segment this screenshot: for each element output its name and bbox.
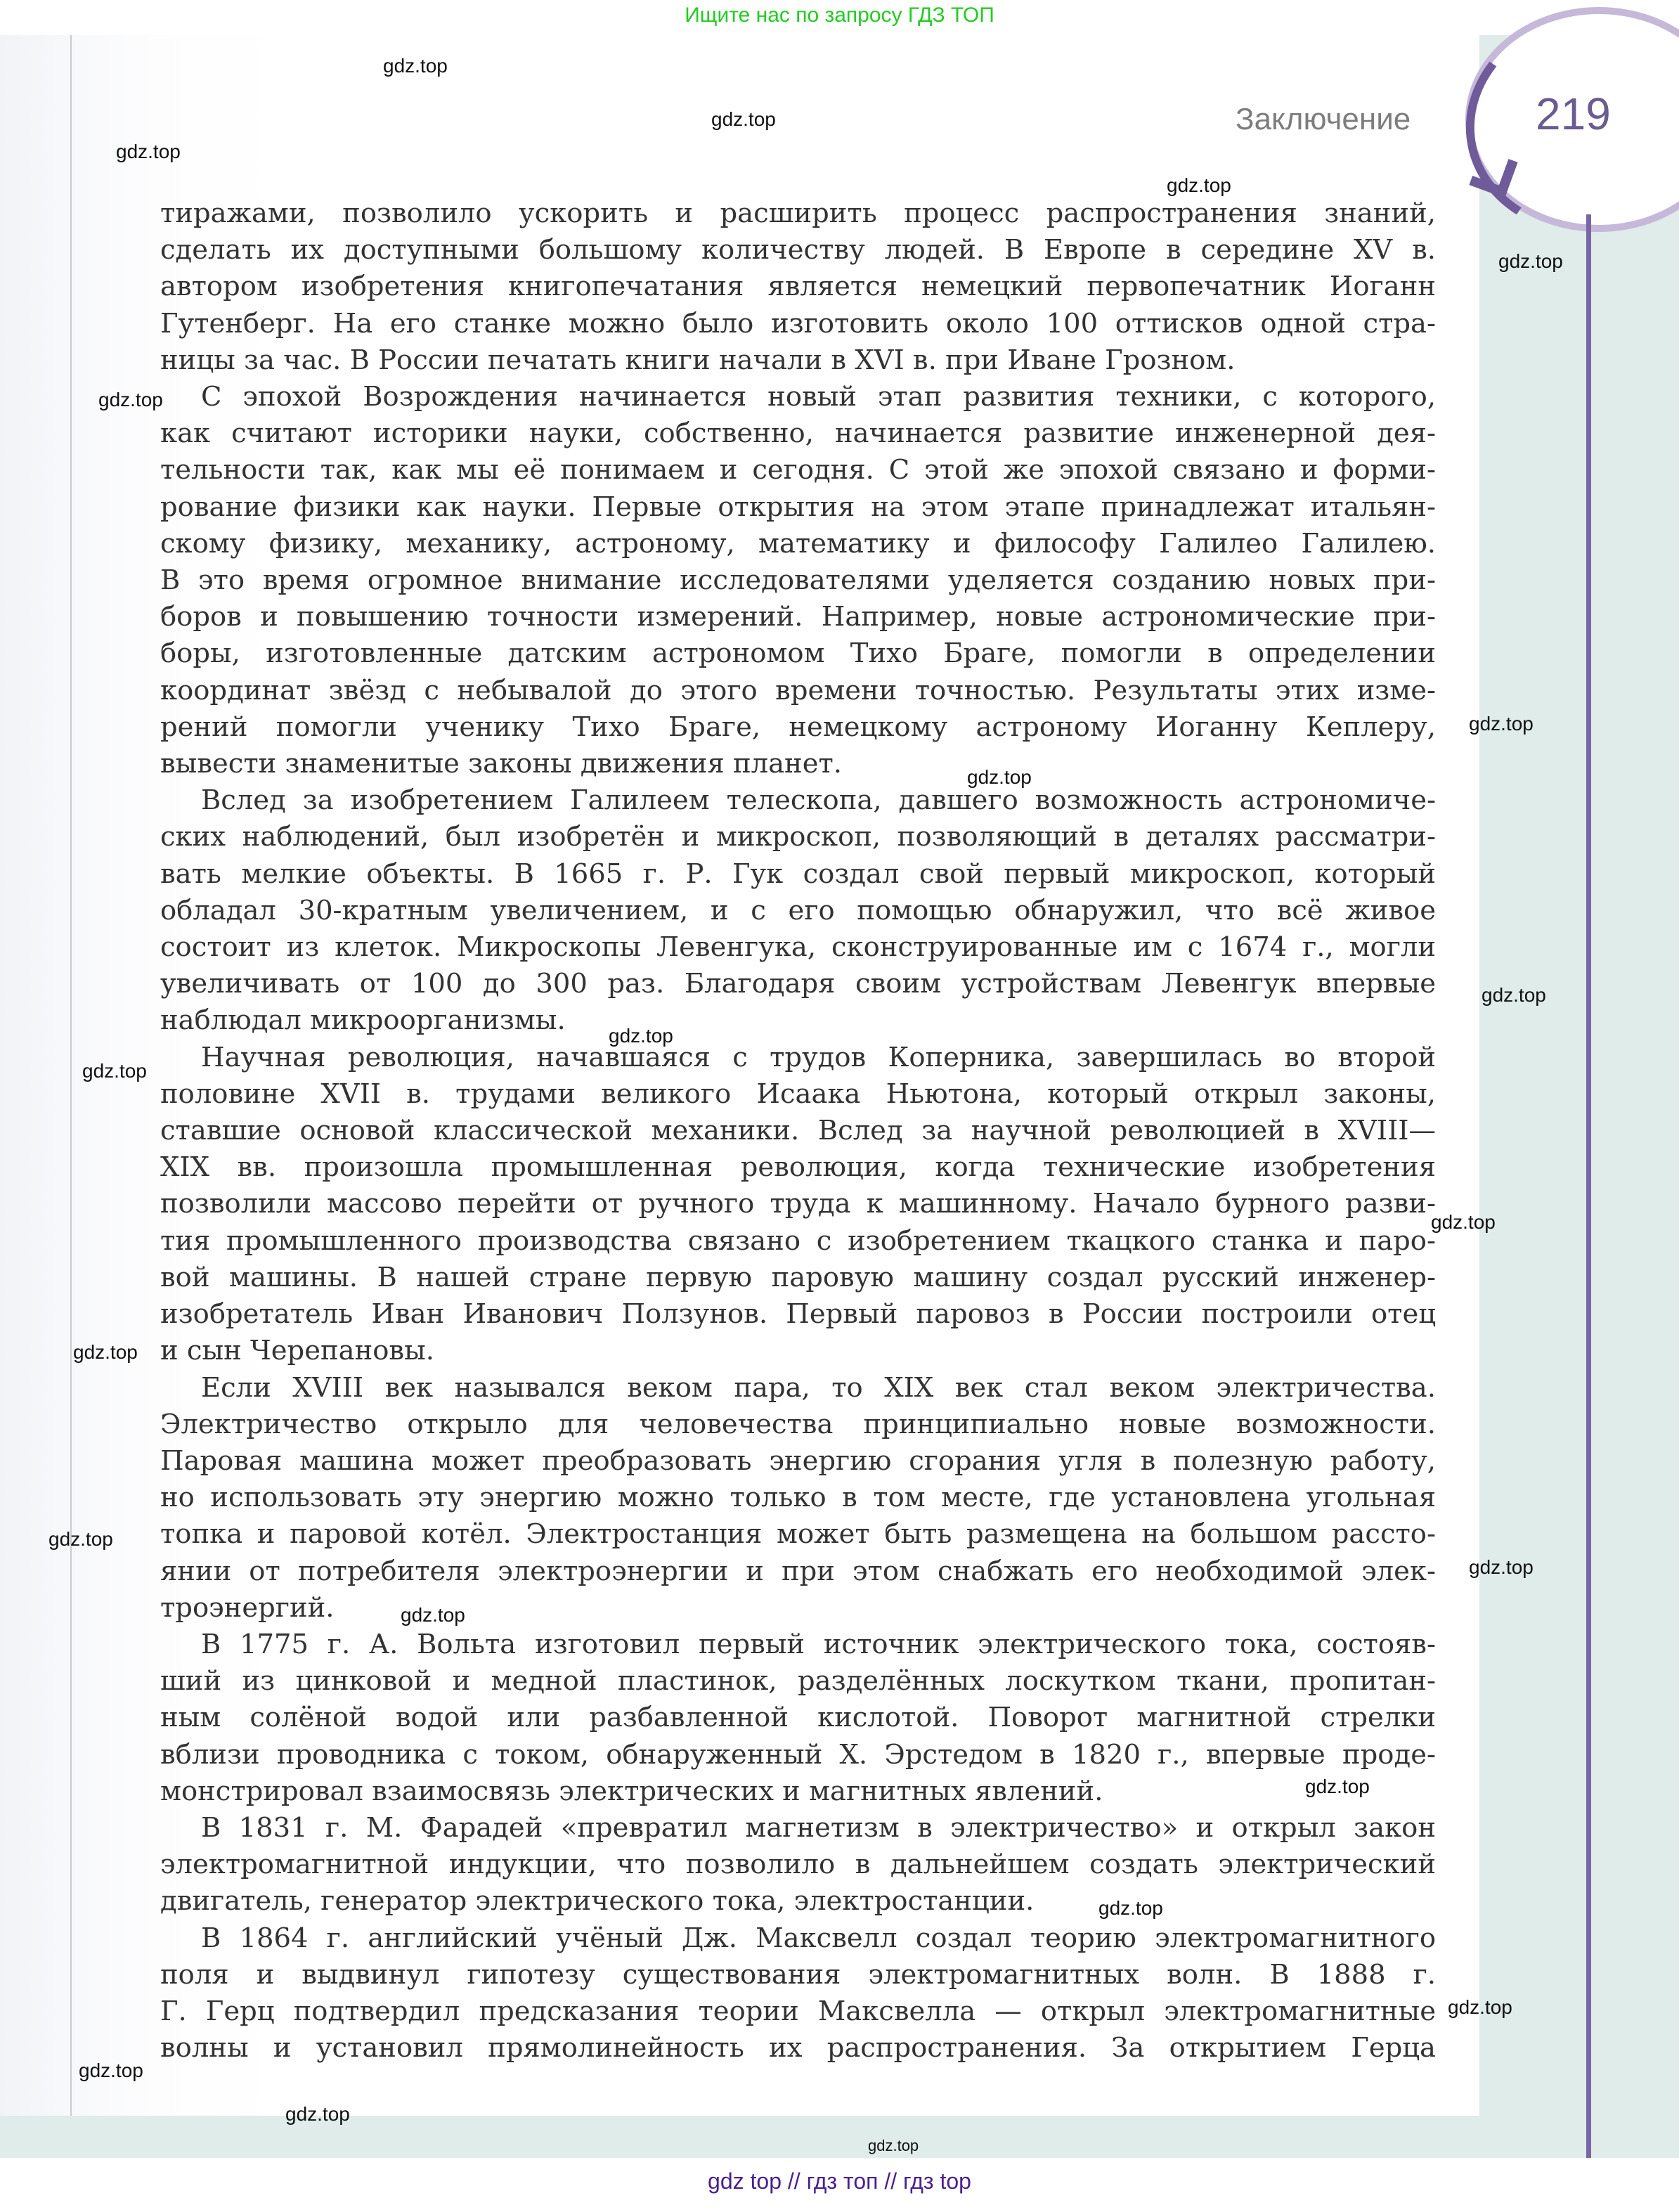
- text-line: половине XVII в. трудами великого Исаака Ньютона, который открыл законы,: [160, 1078, 1436, 1110]
- text-line: обладал 30-кратным увеличением, и с его помощью обнаружил, что всё живое: [160, 894, 1436, 926]
- text-line: В 1775 г. А. Вольта изготовил первый источник электрического тока, состояв-: [201, 1628, 1436, 1660]
- text-line: сделать их доступными большому количеству людей. В Европе в середине XV в.: [160, 234, 1436, 266]
- watermark-label: gdz.top: [48, 1528, 113, 1550]
- watermark-label: gdz.top: [1482, 984, 1546, 1006]
- chapter-title: Заключение: [1236, 102, 1411, 136]
- text-line: ских наблюдений, был изобретён и микроскоп, позволяющий в деталях рассматри-: [160, 821, 1436, 853]
- text-line: Гутенберг. На его станке можно было изготовить около 100 оттисков одной стра-: [160, 307, 1436, 339]
- text-line: позволили массово перейти от ручного труда к машинному. Начало бурного разви-: [160, 1188, 1436, 1220]
- text-line: координат звёзд с небывалой до этого времени точностью. Результаты этих изме-: [160, 674, 1436, 706]
- text-line: автором изобретения книгопечатания является немецкий первопечатник Иоганн: [160, 271, 1436, 303]
- text-line: вать мелкие объекты. В 1665 г. Р. Гук создал свой первый микроскоп, который: [160, 858, 1436, 890]
- watermark-label: gdz.top: [1448, 1996, 1512, 2018]
- text-line: ным солёной водой или разбавленной кислотой. Поворот магнитной стрелки: [160, 1702, 1436, 1734]
- watermark-label: gdz.top: [98, 389, 163, 410]
- text-line: Г. Герц подтвердил предсказания теории Максвелла — открыл электромагнитные: [160, 1995, 1436, 2027]
- watermark-label: gdz.top: [868, 2137, 919, 2154]
- text-line: С эпохой Возрождения начинается новый этап развития техники, с которого,: [201, 381, 1436, 413]
- text-line: увеличивать от 100 до 300 раз. Благодаря своим устройствам Левенгук впервые: [160, 968, 1436, 1000]
- text-line: Вслед за изобретением Галилеем телескопа, давшего возможность астрономиче-: [201, 784, 1436, 817]
- body-text: [160, 195, 1436, 2067]
- text-line: и сын Черепановы.: [160, 1335, 434, 1367]
- watermark-label: gdz.top: [73, 1341, 138, 1363]
- watermark-label: gdz.top: [1167, 174, 1231, 196]
- text-line: рование физики как науки. Первые открытия на этом этапе принадлежат итальян-: [160, 491, 1436, 523]
- watermark-label: gdz.top: [1305, 1776, 1370, 1797]
- text-line: боров и повышению точности измерений. Например, новые астрономические при-: [160, 601, 1436, 633]
- decorative-bottom-strip: [0, 2116, 1679, 2158]
- text-line: В это время огромное внимание исследователями уделяется созданию новых при-: [160, 564, 1436, 597]
- text-line: ший из цинковой и медной пластинок, разделённых лоскутком ткани, пропитан-: [160, 1665, 1436, 1697]
- text-line: рений помогли ученику Тихо Браге, немецкому астроному Иоганну Кеплеру,: [160, 711, 1436, 743]
- watermark-label: gdz.top: [1469, 1556, 1534, 1578]
- watermark-label: gdz.top: [79, 2059, 143, 2081]
- watermark-label: gdz.top: [116, 141, 181, 162]
- text-line: вой машины. В нашей стране первую паровую машину создал русский инженер-: [160, 1261, 1436, 1293]
- watermark-label: gdz.top: [1498, 250, 1563, 272]
- text-line: но использовать эту энергию можно только в том месте, где установлена угольная: [160, 1482, 1436, 1514]
- text-line: XIX вв. произошла промышленная революция, когда технические изобретения: [160, 1151, 1436, 1184]
- decorative-side-panel: [1479, 35, 1679, 2158]
- text-line: топка и паровой котёл. Электростанция может быть размещена на большом рассто-: [160, 1518, 1436, 1551]
- page-number: 219: [1536, 89, 1611, 139]
- text-line: монстрировал взаимосвязь электрических и магнитных явлений.: [160, 1775, 1103, 1807]
- text-line: Если XVIII век назывался веком пара, то XIX век стал веком электричества.: [201, 1371, 1436, 1404]
- text-line: тиражами, позволило ускорить и расширить процесс распространения знаний,: [160, 198, 1436, 229]
- watermark-label: gdz.top: [383, 55, 448, 77]
- text-line: двигатель, генератор электрического тока, электростанции.: [160, 1885, 1035, 1917]
- watermark-label: gdz.top: [967, 766, 1032, 788]
- text-line: тельности так, как мы её понимаем и сегодня. С этой же эпохой связано и форми-: [160, 454, 1436, 486]
- page-binding-edge: [70, 35, 72, 2158]
- watermark-label: gdz.top: [1469, 713, 1534, 735]
- text-line: янии от потребителя электроэнергии и при этом снабжать его необходимой элек-: [160, 1555, 1436, 1587]
- footer-links[interactable]: gdz top // гдз топ // гдз top: [708, 2168, 971, 2194]
- text-line: Электричество открыло для человечества принципиально новые возможности.: [160, 1408, 1436, 1440]
- search-banner[interactable]: Ищите нас по запросу ГДЗ ТОП: [685, 4, 994, 27]
- text-line: вблизи проводника с током, обнаруженный Х. Эрстедом в 1820 г., впервые проде-: [160, 1738, 1436, 1771]
- text-line: боры, изготовленные датским астрономом Тихо Браге, помогли в определении: [160, 638, 1436, 670]
- text-line: как считают историки науки, собственно, начинается развитие инженерной дея-: [160, 418, 1436, 450]
- text-line: В 1864 г. английский учёный Дж. Максвелл создал теорию электромагнитного: [201, 1922, 1436, 1954]
- text-line: поля и выдвинул гипотезу существования электромагнитных волн. В 1888 г.: [160, 1958, 1436, 1991]
- watermark-label: gdz.top: [1431, 1211, 1496, 1233]
- text-line: изобретатель Иван Иванович Ползунов. Первый паровоз в России построили отец: [160, 1298, 1436, 1331]
- text-line: волны и установил прямолинейность их распространения. За открытием Герца: [160, 2032, 1436, 2064]
- watermark-label: gdz.top: [1098, 1897, 1163, 1919]
- text-line: ницы за час. В России печатать книги начали в XVI в. при Иване Грозном.: [160, 344, 1236, 376]
- text-line: наблюдал микроорганизмы.: [160, 1004, 566, 1037]
- text-line: электромагнитной индукции, что позволило в дальнейшем создать электрический: [160, 1849, 1436, 1881]
- watermark-label: gdz.top: [285, 2103, 350, 2125]
- text-line: скому физику, механику, астроному, математику и философу Галилео Галилею.: [160, 527, 1436, 560]
- watermark-label: gdz.top: [82, 1060, 147, 1082]
- text-line: состоит из клеток. Микроскопы Левенгука, сконструированные им с 1674 г., могли: [160, 931, 1436, 964]
- watermark-label: gdz.top: [609, 1025, 673, 1047]
- decorative-vertical-rule: [1586, 214, 1591, 2158]
- text-line: Паровая машина может преобразовать энергию сгорания угля в полезную работу,: [160, 1444, 1436, 1477]
- text-line: Научная революция, начавшаяся с трудов Коперника, завершилась во второй: [201, 1041, 1436, 1073]
- watermark-label: gdz.top: [711, 108, 776, 130]
- text-line: ставшие основой классической механики. Вслед за научной революцией в XVIII—: [160, 1115, 1436, 1147]
- text-line: вывести знаменитые законы движения планет.: [160, 748, 843, 780]
- text-line: тия промышленного производства связано с изобретением ткацкого станка и паро-: [160, 1224, 1436, 1257]
- watermark-label: gdz.top: [401, 1604, 465, 1626]
- text-line: В 1831 г. М. Фарадей «превратил магнетизм в электричество» и открыл закон: [201, 1811, 1436, 1844]
- text-line: троэнергий.: [160, 1591, 335, 1624]
